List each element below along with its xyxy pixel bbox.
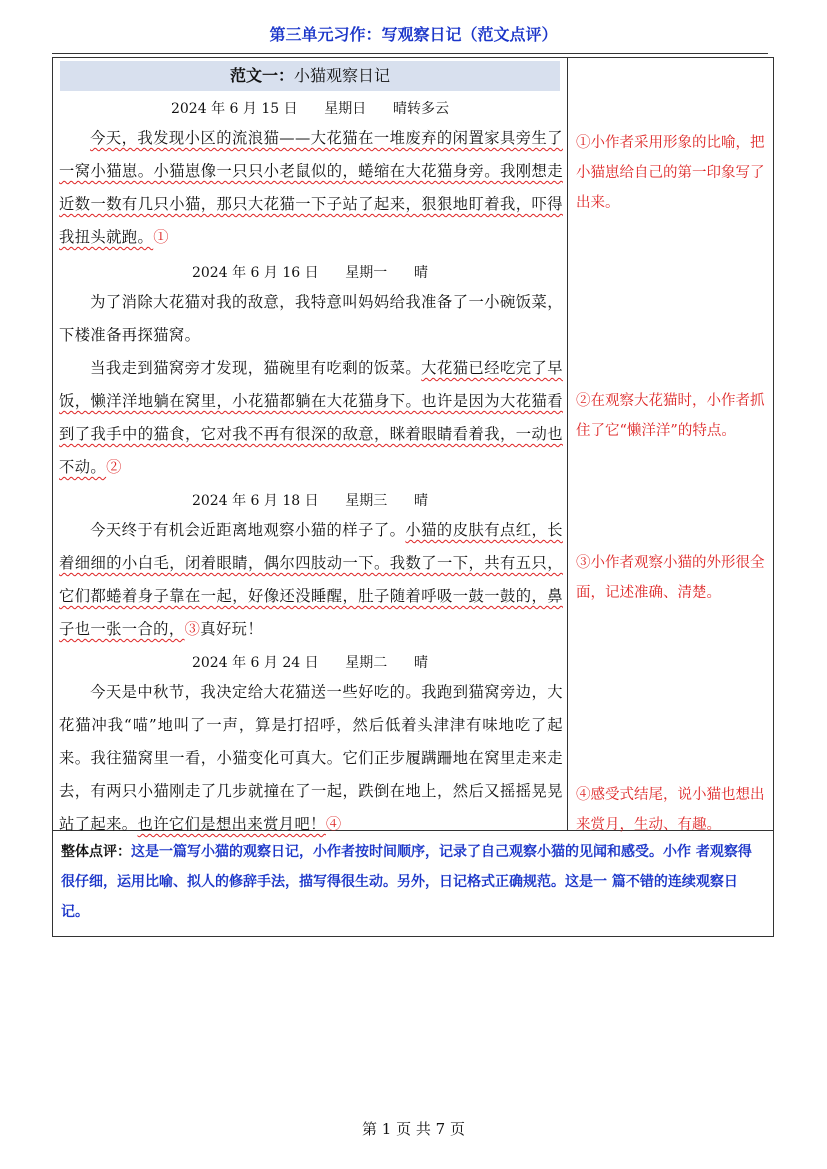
essay-table [52,57,774,937]
highlighted-sentence: 大花猫已经吃完了早饭，懒洋洋地躺在窝里，小花猫都躺在大花猫身下。也许是因为大花猫看到了我手中的猫食，它对我不再有很深的敌意，眯着眼睛看着我，一动也不动。 [59,359,563,476]
diary-paragraph-4 [59,514,563,646]
plain-sentence: 真好玩！ [200,620,264,638]
notes-cell [568,58,774,831]
note-1: ①小作者采用形象的比喻，把小猫崽给自己的第一印象写了出来。 [576,135,765,211]
plain-sentence: 今天终于有机会近距离地观察小猫的样子了。 [90,521,406,539]
essay-title-prefix: 范文一： [229,66,294,85]
summary-text [61,837,765,927]
annotation-marker-2: ② [106,458,122,476]
note-4: ④感受式结尾，说小猫也想出来赏月，生动、有趣。 [576,787,765,833]
annotation-marker-1: ① [153,228,169,246]
diary-paragraph-5 [59,676,563,841]
diary-date-3: 2024 年 6 月 18 日 星期三 晴 [191,493,428,509]
summary-label: 整体点评： [61,844,131,860]
summary-body: 这是一篇写小猫的观察日记，小作者按时间顺序，记录了自己观察小猫的见闻和感受。小作 者观察得很仔细，运用比喻、拟人的修辞手法，描写得很生动。另外，日记格式正确规范。这是一 篇不错的连续观察日记。 [61,844,752,920]
diary-paragraph-2 [59,286,563,352]
essay-title [60,61,560,91]
essay-row [53,58,774,831]
summary-row [53,831,774,937]
header-divider [52,53,768,54]
annotation-marker-3: ③ [184,620,201,638]
diary-paragraph-3 [59,352,563,484]
essay-title-main: 小猫观察日记 [294,66,391,85]
note-3: ③小作者观察小猫的外形很全面，记述准确、清楚。 [576,555,765,601]
summary-cell [53,831,774,937]
plain-sentence: 今天是中秋节，我决定给大花猫送一些好吃的。我跑到猫窝旁边，大花猫冲我“喵”地叫了一声，算是打招呼，然后低着头津津有味地吃了起来。我往猫窝里一看，小猫变化可真大。它们正步履蹒跚地在窝里走来走去，有两只小猫刚走了几步就撞在了一起，跌倒在地上，然后又摇摇晃晃站了起来。 [59,683,563,833]
highlighted-sentence: 今天，我发现小区的流浪猫——大花猫在一堆废弃的闲置家具旁生了一窝小猫崽。小猫崽像一只只小老鼠似的，蜷缩在大花猫身旁。我刚想走近数一数有几只小猫，那只大花猫一下子站了起来，狠狠地盯着我，吓得我扭头就跑。 [59,129,563,246]
diary-paragraph-1 [59,122,563,254]
essay-cell [53,58,568,831]
highlighted-sentence: 也许它们是想出来赏月吧！ [137,815,326,833]
note-2: ②在观察大花猫时，小作者抓住了它“懒洋洋”的特点。 [576,393,765,439]
highlighted-sentence: 小猫的皮肤有点红，长着细细的小白毛，闭着眼睛，偶尔四肢动一下。我数了一下，共有五只，它们都蜷着身子靠在一起，好像还没睡醒，肚子随着呼吸一鼓一鼓的，鼻子也一张一合的， [59,521,563,638]
diary-date-1: 2024 年 6 月 15 日 星期日 晴转多云 [170,101,449,117]
plain-sentence: 当我走到猫窝旁才发现，猫碗里有吃剩的饭菜。 [90,359,422,377]
page-footer: 第 1 页 共 7 页 [362,1120,465,1138]
annotation-marker-4: ④ [325,815,342,833]
diary-date-2: 2024 年 6 月 16 日 星期一 晴 [191,265,428,281]
diary-date-4: 2024 年 6 月 24 日 星期二 晴 [191,655,428,671]
page-header-title: 第三单元习作：写观察日记（范文点评） [269,25,558,44]
plain-sentence: 为了消除大花猫对我的敌意，我特意叫妈妈给我准备了一小碗饭菜，下楼准备再探猫窝。 [59,293,563,344]
